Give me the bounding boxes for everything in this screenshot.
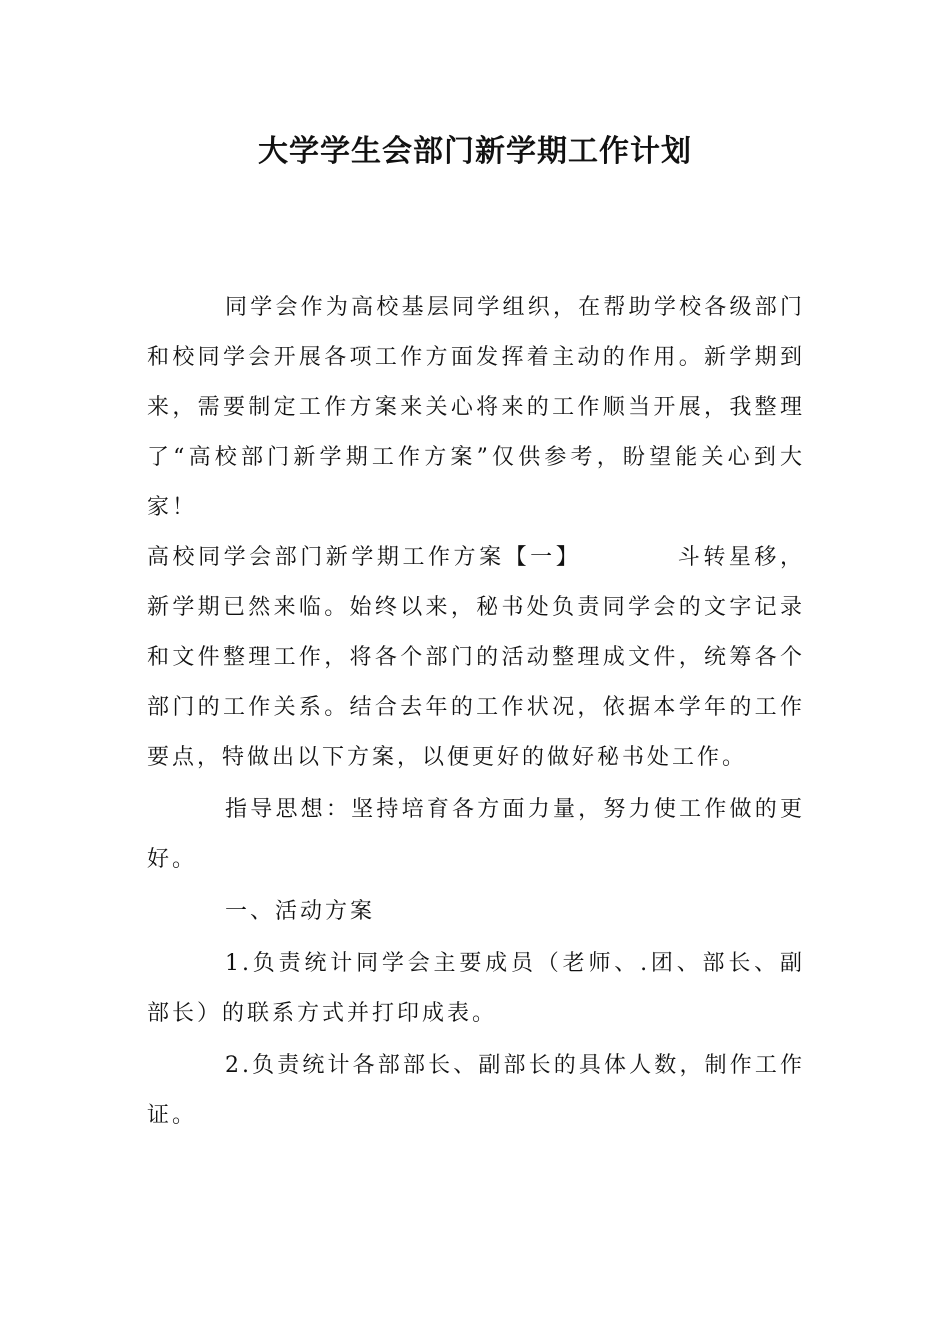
list-item: 1.负责统计同学会主要成员（老师、.团、部长、副部长）的联系方式并打印成表。 <box>147 951 805 1026</box>
activity-heading: 一、活动方案 <box>225 899 376 924</box>
list-item: 2.负责统计各部部长、副部长的具体人数，制作工作证。 <box>147 1053 805 1128</box>
document-body <box>147 283 805 1141</box>
guiding-thought-paragraph: 指导思想：坚持培育各方面力量，努力使工作做的更好。 <box>147 797 805 872</box>
section-body: 新学期已然来临。始终以来，秘书处负责同学会的文字记录和文件整理工作，将各个部门的活动整理成文件，统筹各个部门的工作关系。结合去年的工作状况，依据本学年的工作要点，特做出以下方案，以便更好的做好秘书处工作。 <box>147 595 805 770</box>
section-lead: 斗转星移， <box>677 545 805 570</box>
document-title: 大学学生会部门新学期工作计划 <box>258 134 692 169</box>
intro-paragraph: 同学会作为高校基层同学组织，在帮助学校各级部门和校同学会开展各项工作方面发挥着主动的作用。新学期到来，需要制定工作方案来关心将来的工作顺当开展，我整理了“高校部门新学期工作方案”仅供参考，盼望能关心到大家！ <box>147 295 805 520</box>
section-paragraph <box>147 533 805 783</box>
section-heading: 高校同学会部门新学期工作方案【一】 <box>147 545 582 570</box>
